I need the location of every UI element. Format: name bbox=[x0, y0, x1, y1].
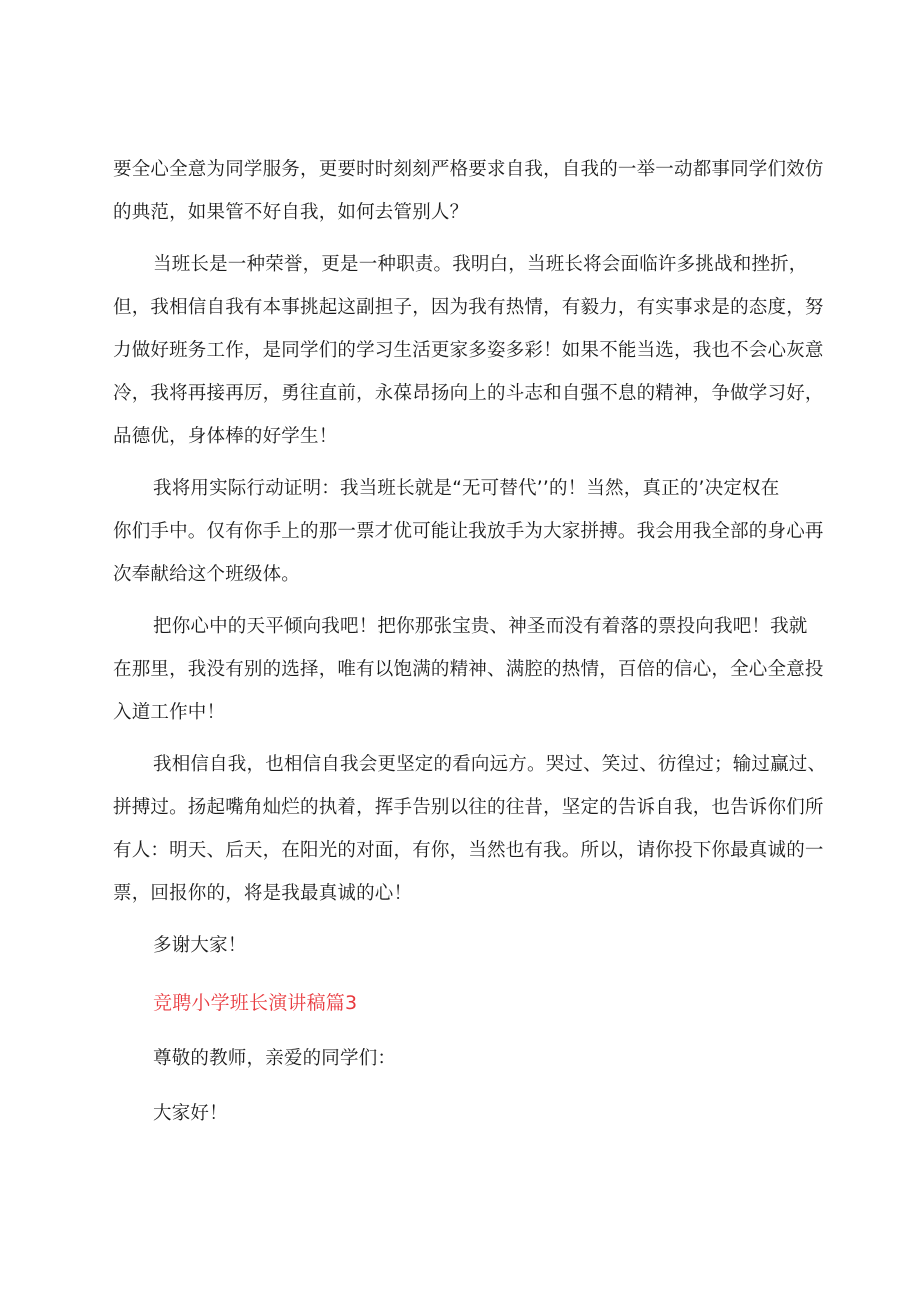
greeting-line: 尊敬的教师，亲爱的同学们： bbox=[153, 1048, 397, 1069]
paragraph-line: 冷，我将再接再厉，勇往直前，永葆昂扬向上的斗志和自强不息的精神，争做学习好， bbox=[113, 383, 824, 404]
paragraph-line: 拼搏过。扬起嘴角灿烂的执着，挥手告别以往的往昔，坚定的告诉自我，也告诉你们所 bbox=[113, 797, 824, 818]
paragraph-line: 有人：明天、后天，在阳光的对面，有你，当然也有我。所以，请你投下你最真诚的一 bbox=[113, 840, 824, 861]
section-heading: 竞聘小学班长演讲稿篇3 bbox=[153, 992, 358, 1014]
paragraph-line: 的典范，如果管不好自我，如何去管别人？ bbox=[113, 202, 469, 223]
paragraph-line: 要全心全意为同学服务，更要时时刻刻严格要求自我，自我的一举一动都事同学们效仿 bbox=[113, 159, 824, 180]
paragraph-line: 你们手中。仅有你手上的那一票才优可能让我放手为大家拼搏。我会用我全部的身心再 bbox=[113, 521, 824, 542]
hello-line: 大家好！ bbox=[153, 1103, 228, 1124]
paragraph-line: 多谢大家！ bbox=[153, 935, 247, 956]
paragraph-line: 但，我相信自我有本事挑起这副担子，因为我有热情，有毅力，有实事求是的态度，努 bbox=[113, 297, 824, 318]
paragraph-line: 品德优，身体棒的好学生！ bbox=[113, 426, 338, 447]
paragraph-line: 次奉献给这个班级体。 bbox=[113, 564, 301, 585]
paragraph-line: 我将用实际行动证明：我当班长就是“无可替代’’的！当然，真正的’决定权在 bbox=[153, 478, 780, 499]
paragraph-line: 我相信自我，也相信自我会更坚定的看向远方。哭过、笑过、彷徨过；输过赢过、 bbox=[153, 754, 827, 775]
paragraph-line: 入道工作中！ bbox=[113, 702, 226, 723]
paragraph-line: 力做好班务工作，是同学们的学习生活更家多姿多彩！如果不能当选，我也不会心灰意 bbox=[113, 340, 824, 361]
paragraph-line: 在那里，我没有别的选择，唯有以饱满的精神、满腔的热情，百倍的信心，全心全意投 bbox=[113, 659, 824, 680]
paragraph-line: 把你心中的天平倾向我吧！把你那张宝贵、神圣而没有着落的票投向我吧！我就 bbox=[153, 616, 808, 637]
paragraph-line: 票，回报你的，将是我最真诚的心！ bbox=[113, 883, 413, 904]
paragraph-line: 当班长是一种荣誉，更是一种职责。我明白，当班长将会面临许多挑战和挫折， bbox=[153, 254, 808, 275]
